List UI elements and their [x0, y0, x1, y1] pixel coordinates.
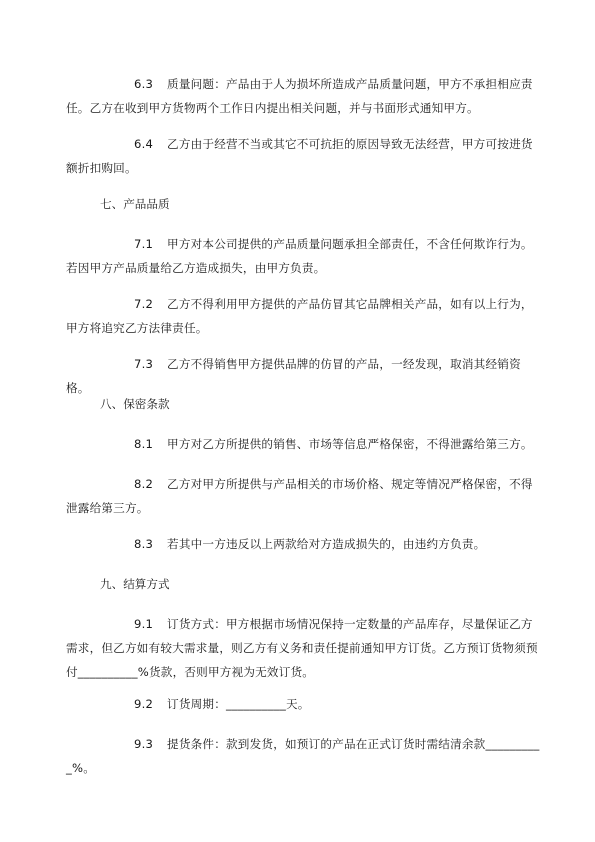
- clause-text: 乙方不得销售甲方提供品牌的仿冒的产品，一经发现，取消其经销资格。: [66, 357, 521, 395]
- section-heading-7: 七、产品品质: [100, 197, 170, 211]
- clause-number: 7.3: [134, 357, 154, 371]
- clause-8-1: [66, 432, 540, 456]
- clause-number: 8.1: [134, 437, 154, 451]
- clause-text: 乙方对甲方所提供与产品相关的市场价格、规定等情况严格保密，不得泄露给第三方。: [66, 477, 533, 515]
- clause-text: 提货条件：款到发货，如预订的产品在正式订货时需结清余款__________%。: [66, 737, 540, 775]
- clause-number: 7.2: [134, 297, 154, 311]
- clause-text: 乙方不得利用甲方提供的产品仿冒其它品牌相关产品，如有以上行为，甲方将追究乙方法律责任。: [66, 297, 533, 335]
- clause-number: 8.3: [134, 537, 154, 551]
- clause-6-4: [66, 132, 540, 180]
- clause-text: 若其中一方违反以上两款给对方造成损失的，由违约方负责。: [167, 537, 486, 551]
- section-heading-9: 九、结算方式: [100, 577, 170, 591]
- clause-number: 6.3: [134, 77, 154, 91]
- clause-8-2: [66, 472, 540, 520]
- clause-6-3: [66, 72, 540, 120]
- section-heading-8: 八、保密条款: [100, 397, 170, 411]
- clause-number: 8.2: [134, 477, 154, 491]
- clause-text: 订货方式：甲方根据市场情况保持一定数量的产品库存，尽量保证乙方需求，但乙方如有较大需求量，则乙方有义务和责任提前通知甲方订货。乙方预订货物须预付__________%货款，否则甲方视为无效订货。: [66, 617, 538, 679]
- clause-9-3: [66, 732, 540, 780]
- clause-number: 6.4: [134, 137, 154, 151]
- clause-7-1: [66, 232, 540, 280]
- clause-8-3: [66, 532, 540, 556]
- clause-number: 7.1: [134, 237, 154, 251]
- clause-text: 甲方对乙方所提供的销售、市场等信息严格保密，不得泄露给第三方。: [167, 437, 533, 451]
- clause-9-1: [66, 612, 540, 684]
- clause-number: 9.2: [134, 697, 154, 711]
- clause-7-2: [66, 292, 540, 340]
- clause-9-2: [66, 692, 540, 716]
- clause-text: 甲方对本公司提供的产品质量问题承担全部责任，不含任何欺诈行为。若因甲方产品质量给乙方造成损失，由甲方负责。: [66, 237, 533, 275]
- clause-text: 乙方由于经营不当或其它不可抗拒的原因导致无法经营，甲方可按进货额折扣购回。: [66, 137, 533, 175]
- clause-number: 9.3: [134, 737, 154, 751]
- clause-number: 9.1: [134, 617, 154, 631]
- clause-text: 质量问题：产品由于人为损坏所造成产品质量问题，甲方不承担相应责任。乙方在收到甲方货物两个工作日内提出相关问题，并与书面形式通知甲方。: [66, 77, 533, 115]
- clause-text: 订货周期：__________天。: [167, 697, 310, 711]
